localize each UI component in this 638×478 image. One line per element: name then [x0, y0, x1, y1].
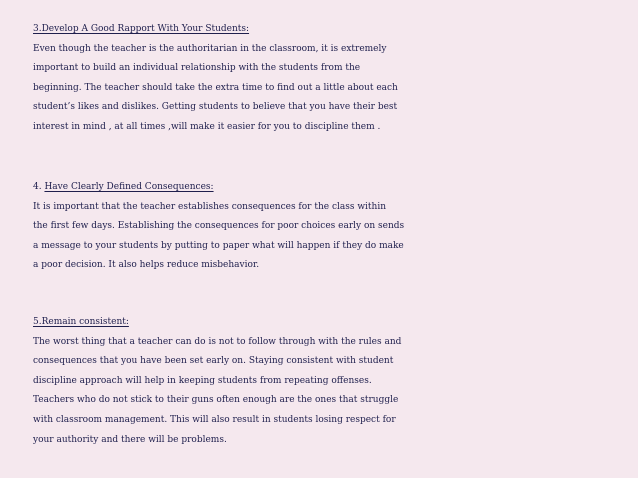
- body-line: a message to your students by putting to paper what will happen if they do make: [33, 240, 404, 251]
- body-line: the first few days. Establishing the consequences for poor choices early on sends: [33, 221, 405, 232]
- body-line: discipline approach will help in keeping students from repeating offenses.: [33, 375, 372, 386]
- section-heading: 3.Develop A Good Rapport With Your Students:: [33, 24, 250, 34]
- body-line: Even though the teacher is the authoritarian in the classroom, it is extremely: [33, 43, 387, 54]
- body-line: The worst thing that a teacher can do is not to follow through with the rules and: [33, 336, 402, 347]
- section-rapport: [33, 20, 633, 138]
- section-heading-line: [33, 178, 633, 198]
- section-heading: Have Clearly Defined Consequences:: [44, 182, 214, 192]
- body-line: student’s likes and dislikes. Getting students to believe that you have their best: [33, 102, 398, 113]
- section-number: 4.: [33, 182, 45, 192]
- body-line: consequences that you have been set early on. Staying consistent with student: [33, 356, 394, 367]
- section-heading-line: [33, 313, 633, 333]
- body-line: important to build an individual relationship with the students from the: [33, 63, 361, 74]
- body-line: Teachers who do not stick to their guns often enough are the ones that struggle: [33, 395, 399, 406]
- section-heading-line: [33, 20, 633, 40]
- section-heading: 5.Remain consistent:: [33, 317, 129, 327]
- body-line: beginning. The teacher should take the extra time to find out a little about each: [33, 82, 398, 93]
- body-line: It is important that the teacher establishes consequences for the class within: [33, 201, 386, 212]
- body-line: with classroom management. This will also result in students losing respect for: [33, 414, 396, 425]
- section-consequences: [33, 178, 633, 276]
- body-line: interest in mind , at all times ,will make it easier for you to discipline them .: [33, 121, 381, 132]
- body-line: your authority and there will be problems.: [33, 434, 227, 445]
- body-line: a poor decision. It also helps reduce misbehavior.: [33, 260, 260, 271]
- section-consistent: [33, 313, 633, 450]
